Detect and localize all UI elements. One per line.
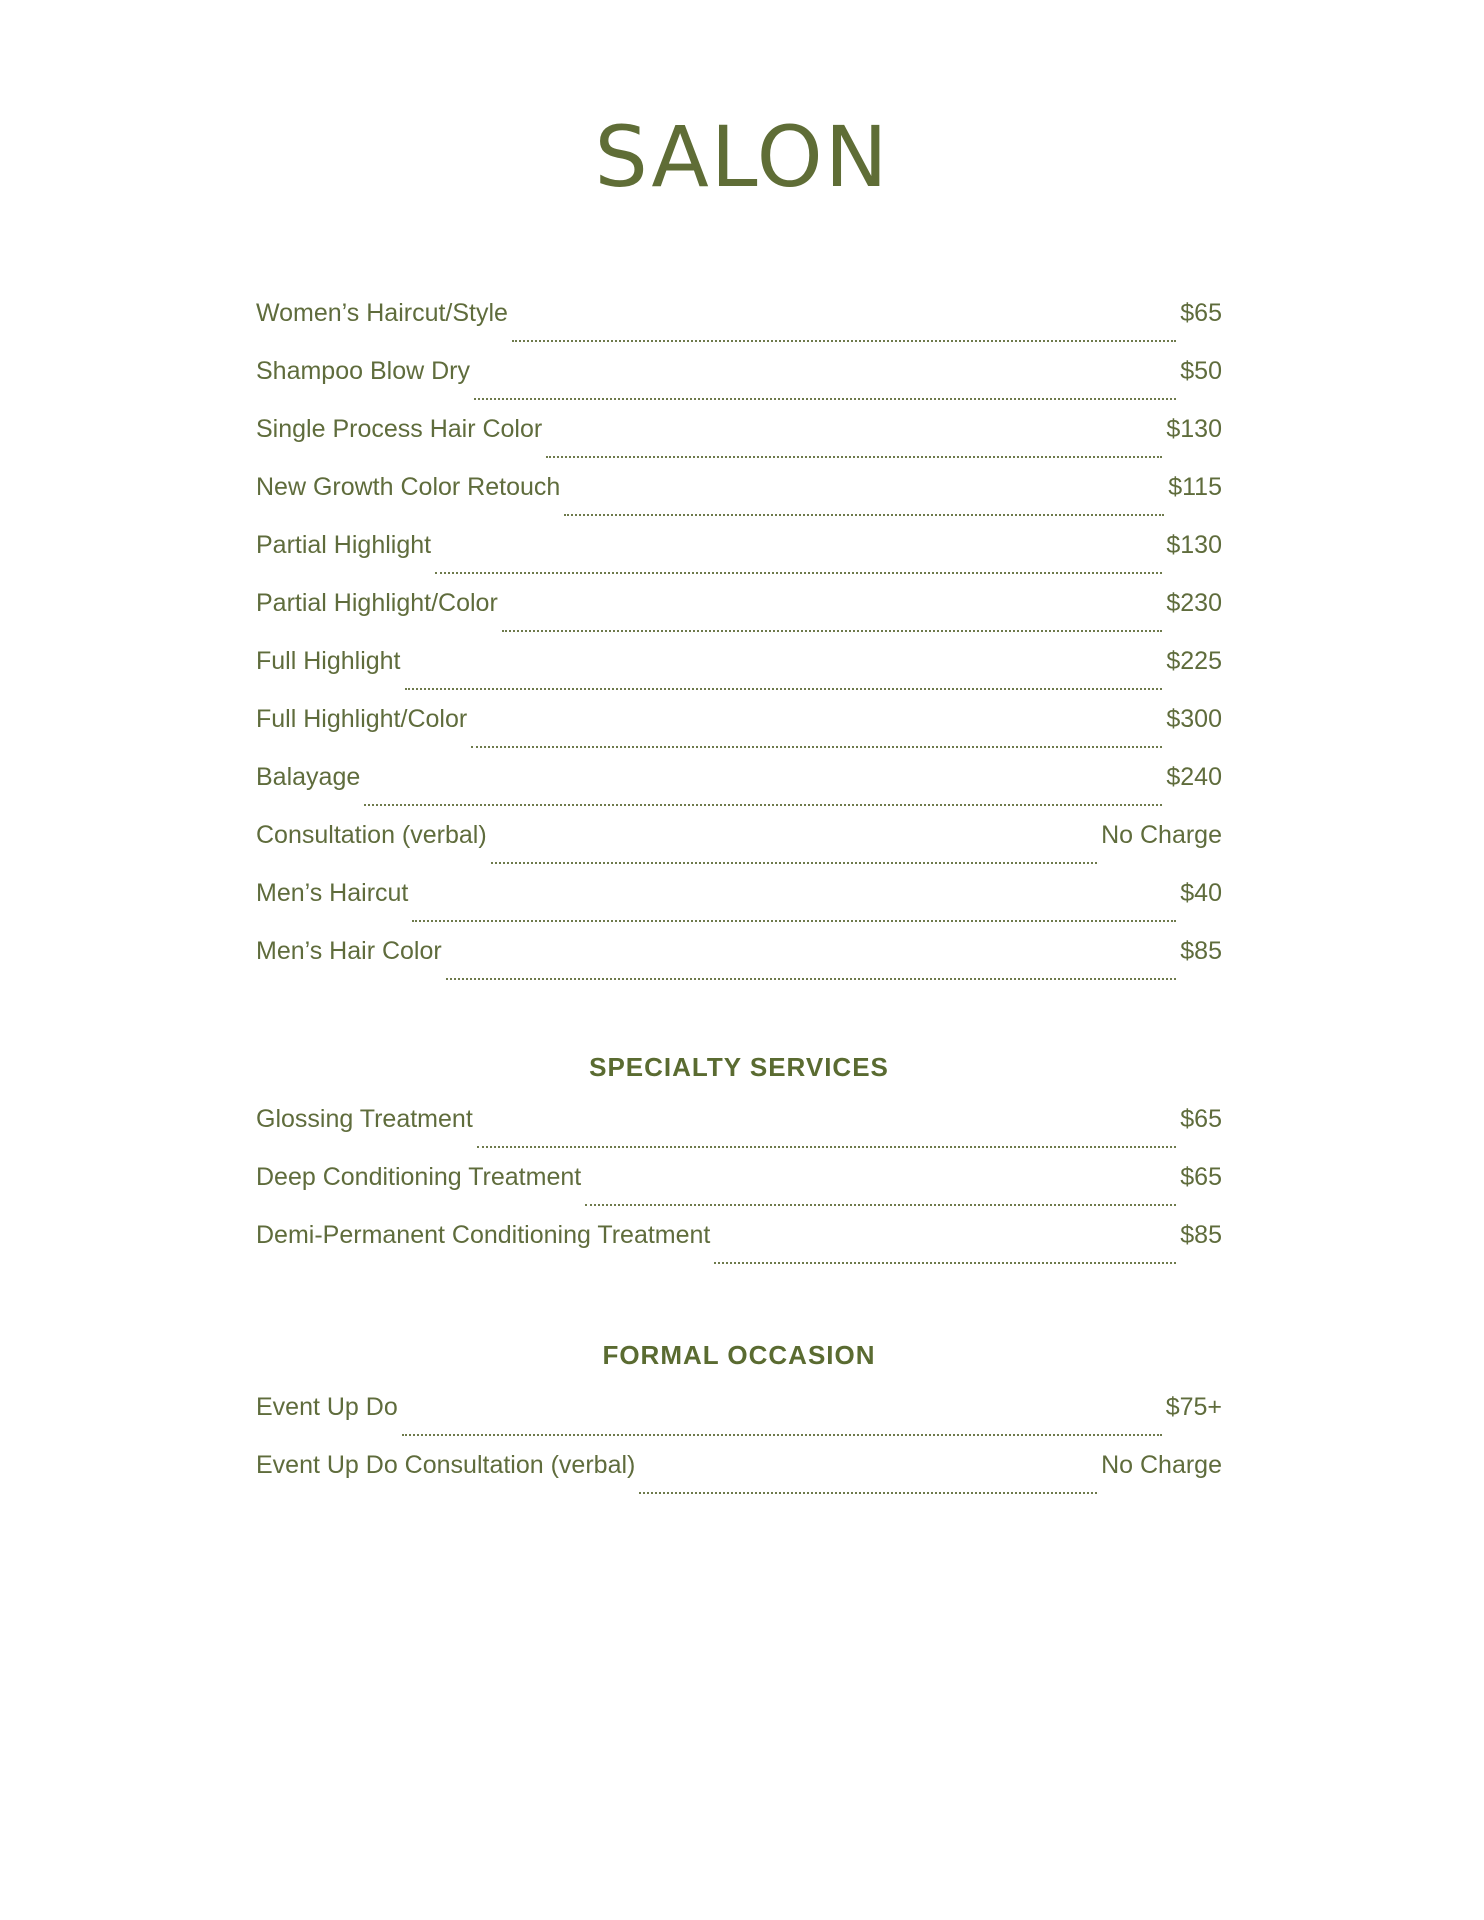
service-row (256, 530, 1222, 588)
formal-occasion-list (256, 1392, 1222, 1508)
dot-leader (502, 630, 1163, 632)
service-row (256, 1220, 1222, 1278)
service-name: Single Process Hair Color (256, 415, 543, 443)
service-price: $130 (1166, 531, 1222, 559)
service-row (256, 1104, 1222, 1162)
dot-leader (471, 746, 1162, 748)
section-specialty-services (256, 1052, 1222, 1278)
service-price: $65 (1180, 299, 1222, 327)
service-price: $40 (1180, 879, 1222, 907)
service-price: $240 (1166, 763, 1222, 791)
dot-leader (714, 1262, 1176, 1264)
page-title: SALON (594, 108, 890, 206)
dot-leader (639, 1492, 1097, 1494)
dot-leader (585, 1204, 1176, 1206)
specialty-services-list (256, 1104, 1222, 1278)
dot-leader (474, 398, 1176, 400)
dot-leader (446, 978, 1177, 980)
dot-leader (564, 514, 1164, 516)
service-name: Consultation (verbal) (256, 821, 487, 849)
service-name: New Growth Color Retouch (256, 473, 561, 501)
service-name: Partial Highlight (256, 531, 432, 559)
service-price: $65 (1180, 1163, 1222, 1191)
service-name: Shampoo Blow Dry (256, 357, 470, 385)
service-name: Balayage (256, 763, 361, 791)
service-name: Women’s Haircut/Style (256, 299, 508, 327)
formal-occasion-heading: FORMAL OCCASION (602, 1340, 876, 1370)
service-row (256, 646, 1222, 704)
dot-leader (512, 340, 1176, 342)
section-main-services (256, 298, 1222, 994)
specialty-services-heading: SPECIALTY SERVICES (589, 1052, 889, 1082)
service-row (256, 414, 1222, 472)
service-price: $300 (1166, 705, 1222, 733)
service-name: Men’s Haircut (256, 879, 409, 907)
dot-leader (364, 804, 1162, 806)
service-price: $85 (1180, 1221, 1222, 1249)
service-row (256, 298, 1222, 356)
service-price: No Charge (1101, 821, 1222, 849)
service-name: Full Highlight/Color (256, 705, 468, 733)
service-name: Men’s Hair Color (256, 937, 442, 965)
service-name: Full Highlight (256, 647, 401, 675)
service-name: Deep Conditioning Treatment (256, 1163, 582, 1191)
dot-leader (546, 456, 1162, 458)
service-row (256, 588, 1222, 646)
section-formal-occasion (256, 1340, 1222, 1508)
service-price: $230 (1166, 589, 1222, 617)
service-name: Glossing Treatment (256, 1105, 473, 1133)
service-price: $130 (1166, 415, 1222, 443)
service-row (256, 1392, 1222, 1450)
service-row (256, 1162, 1222, 1220)
service-row (256, 704, 1222, 762)
service-price: $225 (1166, 647, 1222, 675)
service-price: $75+ (1165, 1393, 1222, 1421)
service-row (256, 936, 1222, 994)
dot-leader (435, 572, 1162, 574)
dot-leader (477, 1146, 1177, 1148)
service-row (256, 878, 1222, 936)
service-row (256, 762, 1222, 820)
dot-leader (405, 688, 1163, 690)
dot-leader (412, 920, 1176, 922)
main-services-list (256, 298, 1222, 994)
service-name: Event Up Do (256, 1393, 398, 1421)
service-price: No Charge (1101, 1451, 1222, 1479)
service-row (256, 1450, 1222, 1508)
service-row (256, 472, 1222, 530)
service-row (256, 820, 1222, 878)
dot-leader (491, 862, 1097, 864)
service-price: $115 (1168, 473, 1222, 501)
service-row (256, 356, 1222, 414)
service-name: Event Up Do Consultation (verbal) (256, 1451, 636, 1479)
service-name: Demi-Permanent Conditioning Treatment (256, 1221, 711, 1249)
dot-leader (402, 1434, 1162, 1436)
service-name: Partial Highlight/Color (256, 589, 498, 617)
service-price: $65 (1180, 1105, 1222, 1133)
service-price: $50 (1180, 357, 1222, 385)
service-price: $85 (1180, 937, 1222, 965)
